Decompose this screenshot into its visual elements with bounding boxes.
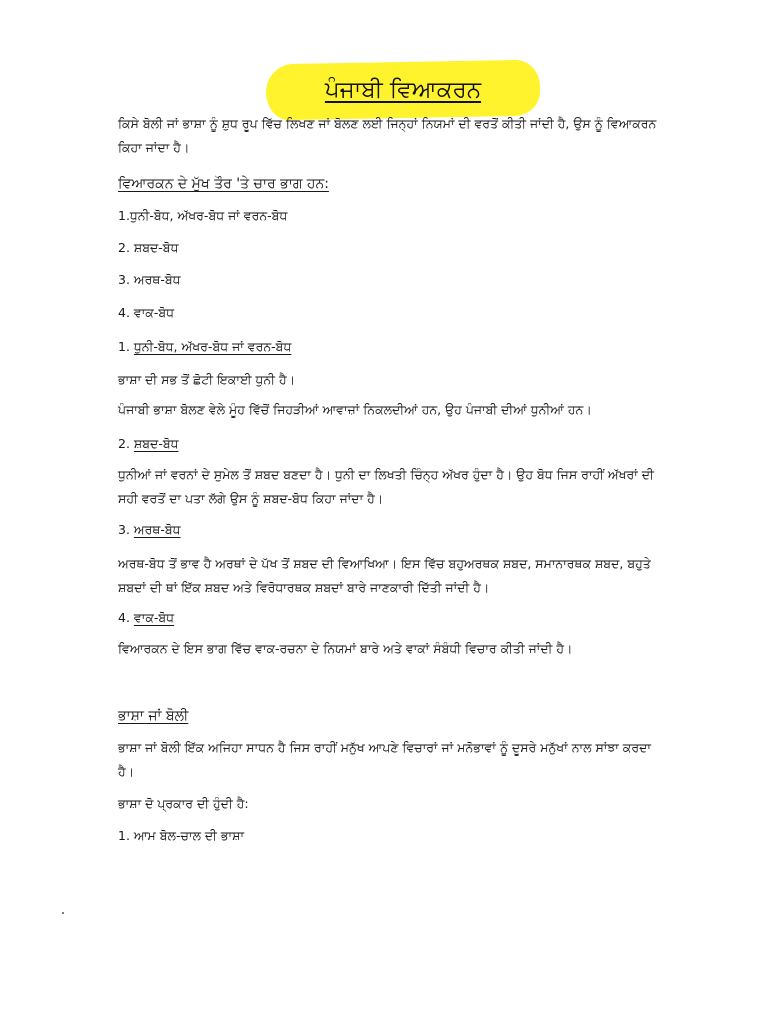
section-4-heading [118, 606, 658, 630]
intro-paragraph: ਕਿਸੇ ਬੋਲੀ ਜਾਂ ਭਾਸ਼ਾ ਨੂੰ ਸ਼ੁਧ ਰੂਪ ਵਿੱਚ ਲਿਖਣ ਜਾਂ ਬੋਲਣ ਲਈ ਜਿਨ੍ਹਾਂ ਨਿਯਮਾਂ ਦੀ ਵਰਤੋਂ ਕੀਤੀ ਜਾਂਦੀ ਹੈ, ਉਸ ਨੂੰ ਵਿਆਕਰਨ ਕਿਹਾ ਜਾਂਦਾ ਹੈ। [118, 116, 657, 155]
title-highlight [266, 62, 540, 118]
section-1-title: ਧੁਨੀ-ਬੋਧ, ਅੱਖਰ-ਬੋਧ ਜਾਂ ਵਰਨ-ਬੋਧ [133, 339, 292, 354]
page-title: ਪੰਜਾਬੀ ਵਿਆਕਰਨ [324, 77, 482, 103]
section-3-para: ਅਰਥ-ਬੋਧ ਤੋਂ ਭਾਵ ਹੈ ਅਰਥਾਂ ਦੇ ਪੱਖ ਤੋਂ ਸ਼ਬਦ ਦੀ ਵਿਆਖਿਆ। ਇਸ ਵਿੱਚ ਬਹੁਅਰਥਕ ਸ਼ਬਦ, ਸਮਾਨਾਰਥਕ ਸ਼ਬਦ, ਬਹੁਤੇ ਸ਼ਬਦਾਂ ਦੀ ਥਾਂ ਇੱਕ ਸ਼ਬਦ ਅਤੇ ਵਿਰੋਧਾਰਥਕ ਸ਼ਬਦਾਂ ਬਾਰੇ ਜਾਣਕਾਰੀ ਦਿੱਤੀ ਜਾਂਦੀ ਹੈ। [118, 556, 651, 595]
language-type-1: 1. ਆਮ ਬੋਲ-ਚਾਲ ਦੀ ਭਾਸ਼ਾ [118, 828, 245, 843]
section-2-title: ਸ਼ਬਦ-ਬੋਧ [133, 436, 179, 451]
part-item-4: 4. ਵਾਕ-ਬੋਧ [118, 305, 175, 320]
section-1-para-1: ਭਾਸ਼ਾ ਦੀ ਸਭ ਤੋਂ ਛੋਟੀ ਇਕਾਈ ਧੁਨੀ ਹੈ। [118, 372, 296, 387]
part-item-2: 2. ਸ਼ਬਦ-ਬੋਧ [118, 240, 179, 255]
section-2-heading [118, 432, 658, 456]
section-4-para: ਵਿਆਰਕਨ ਦੇ ਇਸ ਭਾਗ ਵਿੱਚ ਵਾਕ-ਰਚਨਾ ਦੇ ਨਿਯਮਾਂ ਬਾਰੇ ਅਤੇ ਵਾਕਾਂ ਸੰਬੰਧੀ ਵਿਚਾਰ ਕੀਤੀ ਜਾਂਦੀ ਹੈ। [118, 641, 573, 656]
section-2-number: 2. [118, 436, 130, 451]
part-item-1: 1.ਧੁਨੀ-ਬੋਧ, ਅੱਖਰ-ਬੋਧ ਜਾਂ ਵਰਨ-ਬੋਧ [118, 208, 288, 223]
parts-heading: ਵਿਆਰਕਨ ਦੇ ਮੁੱਖ ਤੌਰ 'ਤੇ ਚਾਰ ਭਾਗ ਹਨ: [118, 176, 329, 192]
section-1-number: 1. [118, 339, 130, 354]
section-1-heading [118, 335, 658, 359]
language-paragraph: ਭਾਸ਼ਾ ਜਾਂ ਬੋਲੀ ਇੱਕ ਅਜਿਹਾ ਸਾਧਨ ਹੈ ਜਿਸ ਰਾਹੀਂ ਮਨੁੱਖ ਆਪਣੇ ਵਿਚਾਰਾਂ ਜਾਂ ਮਨੋਭਾਵਾਂ ਨੂੰ ਦੂਸਰੇ ਮਨੁੱਖਾਂ ਨਾਲ ਸਾਂਝਾ ਕਰਦਾ ਹੈ। [118, 740, 651, 779]
part-item-3: 3. ਅਰਥ-ਬੋਧ [118, 272, 181, 287]
language-heading: ਭਾਸ਼ਾ ਜਾਂ ਬੋਲੀ [118, 708, 189, 724]
stray-mark [62, 912, 64, 914]
section-4-title: ਵਾਕ-ਬੋਧ [133, 610, 175, 625]
section-4-number: 4. [118, 610, 130, 625]
section-3-title: ਅਰਥ-ਬੋਧ [133, 522, 181, 537]
section-1-para-2: ਪੰਜਾਬੀ ਭਾਸ਼ਾ ਬੋਲਣ ਵੇਲੇ ਮੂੰਹ ਵਿੱਚੋਂ ਜਿਹੜੀਆਂ ਆਵਾਜ਼ਾਂ ਨਿਕਲਦੀਆਂ ਹਨ, ਉਹ ਪੰਜਾਬੀ ਦੀਆਂ ਧੁਨੀਆਂ ਹਨ। [118, 402, 592, 417]
language-types-line: ਭਾਸ਼ਾ ਦੋ ਪ੍ਰਕਾਰ ਦੀ ਹੁੰਦੀ ਹੈ: [118, 796, 249, 811]
section-3-number: 3. [118, 522, 130, 537]
section-2-para: ਧੁਨੀਆਂ ਜਾਂ ਵਰਨਾਂ ਦੇ ਸੁਮੇਲ ਤੋਂ ਸ਼ਬਦ ਬਣਦਾ ਹੈ। ਧੁਨੀ ਦਾ ਲਿਖਤੀ ਚਿੰਨ੍ਹ ਅੱਖਰ ਹੁੰਦਾ ਹੈ। ਉਹ ਬੋਧ ਜਿਸ ਰਾਹੀਂ ਅੱਖਰਾਂ ਦੀ ਸਹੀ ਵਰਤੋਂ ਦਾ ਪਤਾ ਲੱਗੇ ਉਸ ਨੂੰ ਸ਼ਬਦ-ਬੋਧ ਕਿਹਾ ਜਾਂਦਾ ਹੈ। [118, 467, 654, 506]
section-3-heading [118, 518, 658, 542]
